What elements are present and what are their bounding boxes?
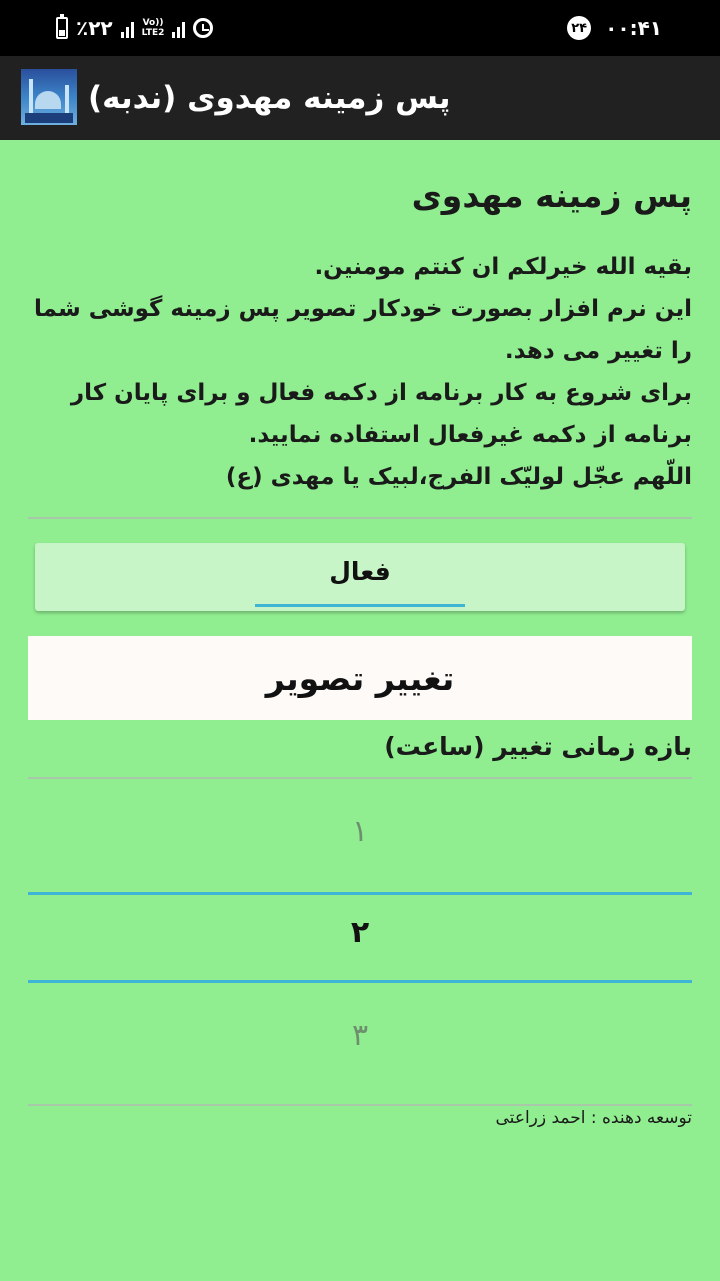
description-line: این نرم افزار بصورت خودکار تصویر پس زمینه گوشی شما <box>34 296 692 322</box>
activate-toggle-button[interactable] <box>35 543 685 611</box>
toggle-indicator <box>255 604 465 607</box>
app-title: پس زمینه مهدوی (ندبه) <box>88 80 451 116</box>
mosque-app-icon <box>21 69 77 125</box>
interval-label: بازه زمانی تغییر (ساعت) <box>384 732 692 761</box>
description-line: برنامه از دکمه غیرفعال استفاده نمایید. <box>248 422 692 448</box>
developer-credit: توسعه دهنده : احمد زراعتی <box>495 1108 692 1128</box>
network-type: Vo)) LTE2 <box>141 18 165 38</box>
battery-icon <box>56 17 68 39</box>
page-heading: پس زمینه مهدوی <box>411 176 692 215</box>
app-bar <box>0 56 720 140</box>
picker-bottom-divider <box>28 1104 692 1106</box>
description-line: را تغییر می دهد. <box>504 338 692 364</box>
change-image-button[interactable] <box>28 636 692 720</box>
description <box>22 246 692 498</box>
status-icons-left <box>56 14 213 42</box>
interval-picker-option[interactable]: ۱ <box>351 814 369 849</box>
status-bar <box>0 0 720 56</box>
notification-count-badge: ۲۴ <box>567 16 591 40</box>
picker-top-divider <box>28 777 692 779</box>
description-line: اللّهم عجّل لولیّک الفرج،لبیک یا مهدی (ع) <box>225 464 692 490</box>
interval-picker-selected[interactable]: ۲ <box>350 915 370 950</box>
activate-toggle-label: فعال <box>329 557 391 586</box>
signal-icon <box>121 18 134 38</box>
signal-icon-2 <box>172 18 185 38</box>
interval-picker-option[interactable]: ۳ <box>351 1018 369 1053</box>
battery-percent: ٪۲۲ <box>76 16 113 40</box>
status-time: ۰۰:۴۱ <box>605 16 662 40</box>
picker-selection-line-top <box>28 892 692 895</box>
status-icons-right <box>567 14 662 42</box>
alarm-icon <box>193 18 213 38</box>
description-line: بقیه الله خیرلکم ان کنتم مومنین. <box>314 254 692 280</box>
divider <box>28 517 692 519</box>
description-line: برای شروع به کار برنامه از دکمه فعال و برای پایان کار <box>70 380 692 406</box>
picker-selection-line-bottom <box>28 980 692 983</box>
change-image-label: تغییر تصویر <box>265 658 455 698</box>
